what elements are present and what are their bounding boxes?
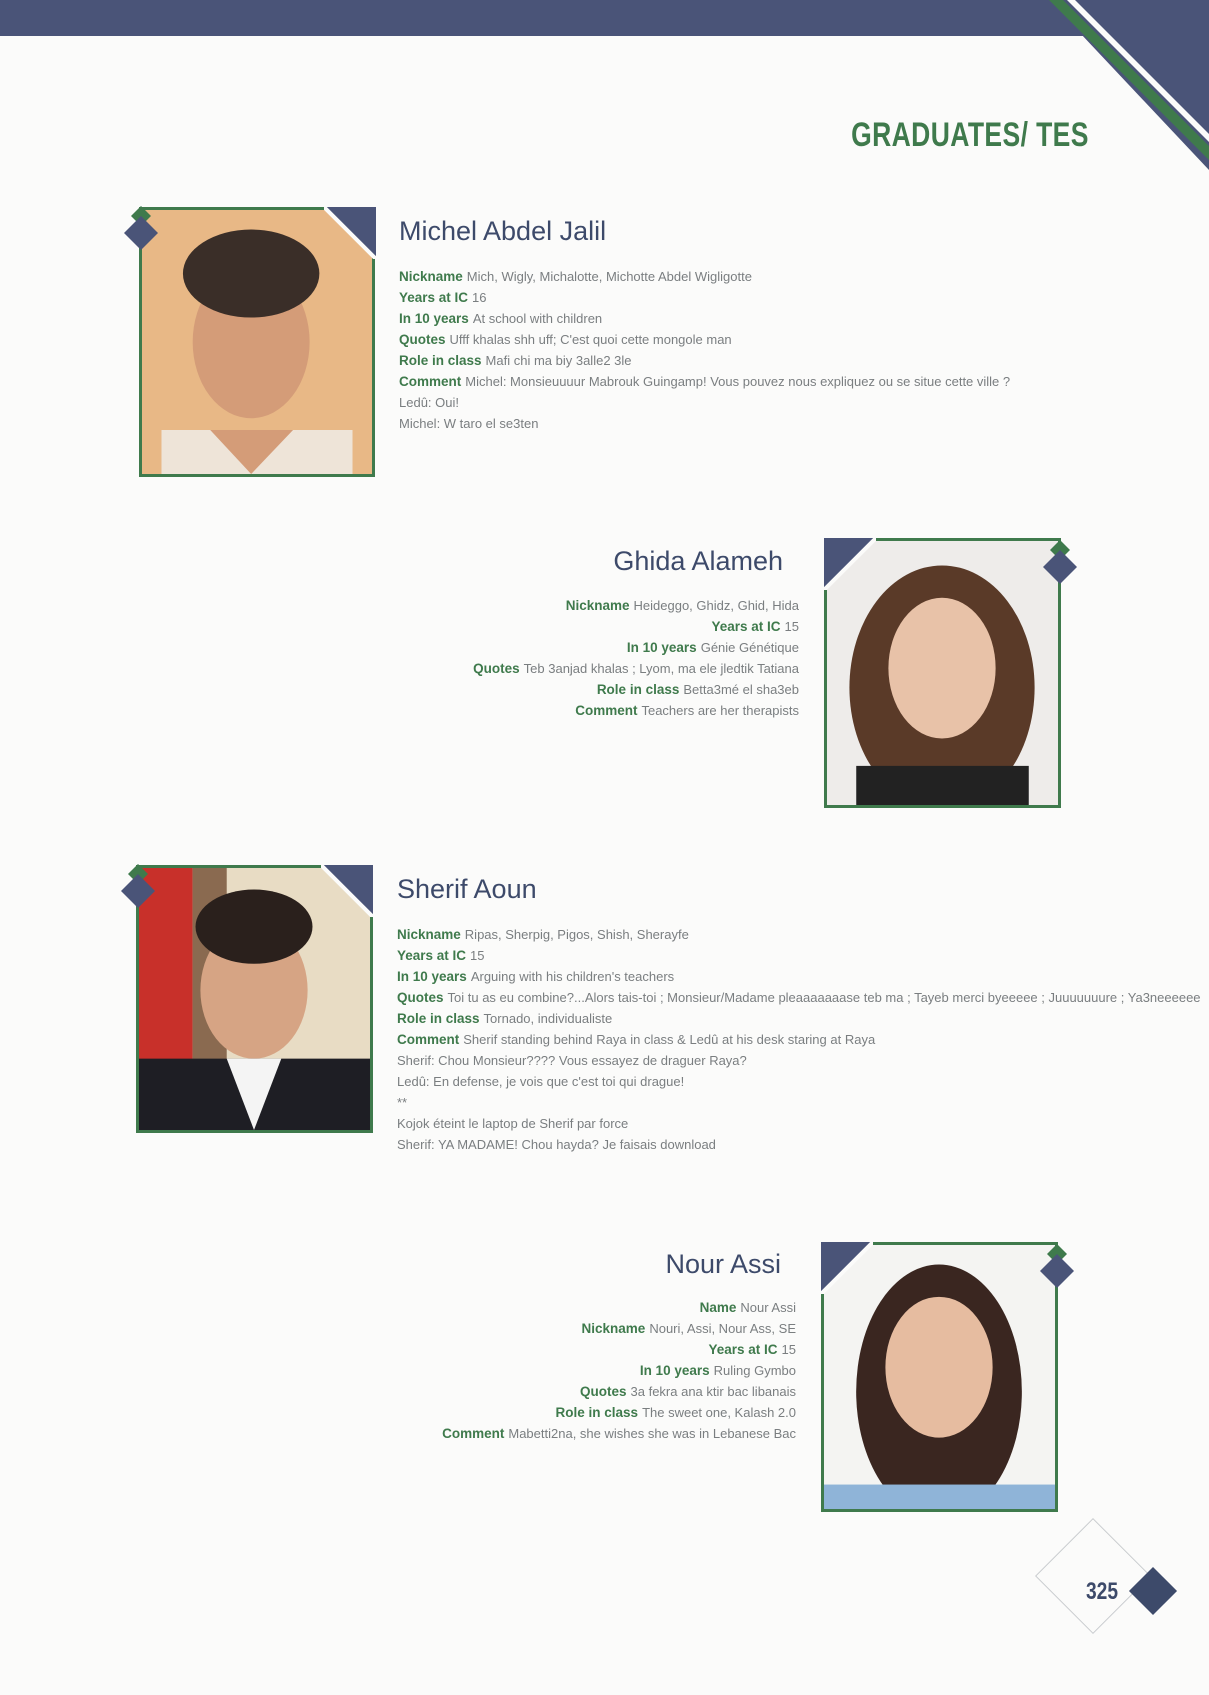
info-row-nickname — [473, 595, 799, 616]
info-row-role — [442, 1402, 796, 1423]
field-value: 15 — [784, 619, 799, 634]
field-value: Betta3mé el sha3eb — [683, 682, 799, 697]
field-value: Ufff khalas shh uff; C'est quoi cette mongole man — [449, 332, 732, 347]
info-row-comment — [397, 1029, 1069, 1050]
info-row-comment — [399, 371, 1010, 392]
page-number: 325 — [1086, 1578, 1119, 1605]
comment-line: Sherif: YA MADAME! Chou hayda? Je faisais download — [397, 1137, 716, 1152]
info-row-future — [442, 1360, 796, 1381]
info-row-nickname — [442, 1318, 796, 1339]
field-label: Years at IC — [397, 948, 467, 963]
info-row-quotes — [442, 1381, 796, 1402]
field-value: Ripas, Sherpig, Pigos, Shish, Sherayfe — [464, 927, 689, 942]
field-label: Role in class — [399, 353, 482, 368]
comment-line: Ledû: En defense, je vois que c'est toi qui drague! — [397, 1074, 685, 1089]
graduate-info — [399, 266, 1010, 434]
field-label: Quotes — [580, 1384, 627, 1399]
info-row-nickname — [399, 266, 1010, 287]
field-value: Tornado, individualiste — [483, 1011, 613, 1026]
page-number-frame — [1035, 1518, 1151, 1634]
comment-line: Kojok éteint le laptop de Sherif par force — [397, 1116, 629, 1131]
field-label: Nickname — [581, 1321, 646, 1336]
info-row-quotes — [473, 658, 799, 679]
comment-line: Ledû: Oui! — [399, 395, 459, 410]
photo-corner-triangle — [821, 1242, 873, 1294]
photo-corner-triangle — [324, 207, 376, 259]
field-value: 3a fekra ana ktir bac libanais — [630, 1384, 796, 1399]
field-label: Comment — [397, 1032, 460, 1047]
field-value: Toi tu as eu combine?...Alors tais-toi ; Monsieur/Madame pleaaaaaaase teb ma ; Tayeb merci byeeeee ; Juuuuuuure ; Ya3neeeeee — [447, 990, 1201, 1005]
graduate-info — [442, 1297, 796, 1444]
graduate-info — [397, 924, 1201, 1155]
field-value: Nour Assi — [740, 1300, 796, 1315]
field-value: Mafi chi ma biy 3alle2 3le — [485, 353, 632, 368]
info-row-role — [473, 679, 799, 700]
field-label: Nickname — [565, 598, 630, 613]
field-label: In 10 years — [626, 640, 697, 655]
field-label: Quotes — [399, 332, 446, 347]
info-row-years — [397, 945, 1069, 966]
graduate-name: Ghida Alameh — [613, 546, 783, 576]
info-row-quotes — [397, 987, 1201, 1008]
field-value: At school with children — [472, 311, 603, 326]
field-value: Ruling Gymbo — [713, 1363, 796, 1378]
top-banner — [0, 0, 1209, 36]
field-value: 16 — [472, 290, 487, 305]
field-value: The sweet one, Kalash 2.0 — [642, 1405, 796, 1420]
info-row-role — [397, 1008, 1069, 1029]
field-label: Quotes — [473, 661, 520, 676]
field-label: In 10 years — [639, 1363, 710, 1378]
photo-diamond-ornament — [1041, 540, 1079, 586]
info-row-nickname — [397, 924, 1069, 945]
graduate-info — [473, 595, 799, 721]
field-label: Years at IC — [399, 290, 469, 305]
photo-diamond-ornament — [1038, 1244, 1076, 1290]
field-label: Years at IC — [708, 1342, 778, 1357]
field-value: Génie Génétique — [700, 640, 799, 655]
graduate-name: Sherif Aoun — [397, 874, 537, 904]
graduate-name: Nour Assi — [665, 1249, 781, 1279]
photo-diamond-ornament — [119, 864, 157, 910]
field-label: Role in class — [596, 682, 680, 697]
field-value: Teachers are her therapists — [641, 703, 799, 718]
field-value: Teb 3anjad khalas ; Lyom, ma ele jledtik Tatiana — [523, 661, 799, 676]
field-label: Years at IC — [711, 619, 781, 634]
field-label: Role in class — [555, 1405, 639, 1420]
info-row-quotes — [399, 329, 1010, 350]
field-label: Comment — [575, 703, 638, 718]
info-row-future — [473, 637, 799, 658]
field-label: Comment — [399, 374, 462, 389]
field-value: Michel: Monsieuuuur Mabrouk Guingamp! Vous pouvez nous expliquez ou se situe cette ville ? — [465, 374, 1011, 389]
field-value: Mabetti2na, she wishes she was in Lebanese Bac — [508, 1426, 796, 1441]
graduate-name: Michel Abdel Jalil — [399, 216, 607, 246]
info-row-comment — [442, 1423, 796, 1444]
info-row-role — [399, 350, 1010, 371]
field-label: Role in class — [397, 1011, 480, 1026]
field-value: 15 — [470, 948, 485, 963]
photo-corner-triangle — [824, 538, 876, 590]
photo-diamond-ornament — [122, 206, 160, 252]
info-row-comment — [473, 700, 799, 721]
info-row-years — [442, 1339, 796, 1360]
field-value: Heideggo, Ghidz, Ghid, Hida — [633, 598, 799, 613]
info-row-years — [473, 616, 799, 637]
info-row-years — [399, 287, 1010, 308]
field-value: Sherif standing behind Raya in class & Ledû at his desk staring at Raya — [463, 1032, 876, 1047]
comment-line: Michel: W taro el se3ten — [399, 416, 539, 431]
field-value: Arguing with his children's teachers — [470, 969, 675, 984]
field-label: Quotes — [397, 990, 444, 1005]
field-label: Name — [699, 1300, 737, 1315]
info-row-name — [442, 1297, 796, 1318]
info-row-future — [397, 966, 1069, 987]
field-value: 15 — [781, 1342, 796, 1357]
field-label: Nickname — [397, 927, 461, 942]
info-row-future — [399, 308, 1010, 329]
field-label: In 10 years — [399, 311, 469, 326]
field-label: In 10 years — [397, 969, 467, 984]
section-title: GRADUATES/ TES — [851, 116, 1089, 154]
field-value: Mich, Wigly, Michalotte, Michotte Abdel Wigligotte — [466, 269, 752, 284]
photo-corner-triangle — [321, 865, 373, 917]
field-value: Nouri, Assi, Nour Ass, SE — [649, 1321, 796, 1336]
field-label: Comment — [442, 1426, 505, 1441]
field-label: Nickname — [399, 269, 463, 284]
comment-separator: ** — [397, 1095, 408, 1110]
comment-line: Sherif: Chou Monsieur???? Vous essayez de draguer Raya? — [397, 1053, 747, 1068]
